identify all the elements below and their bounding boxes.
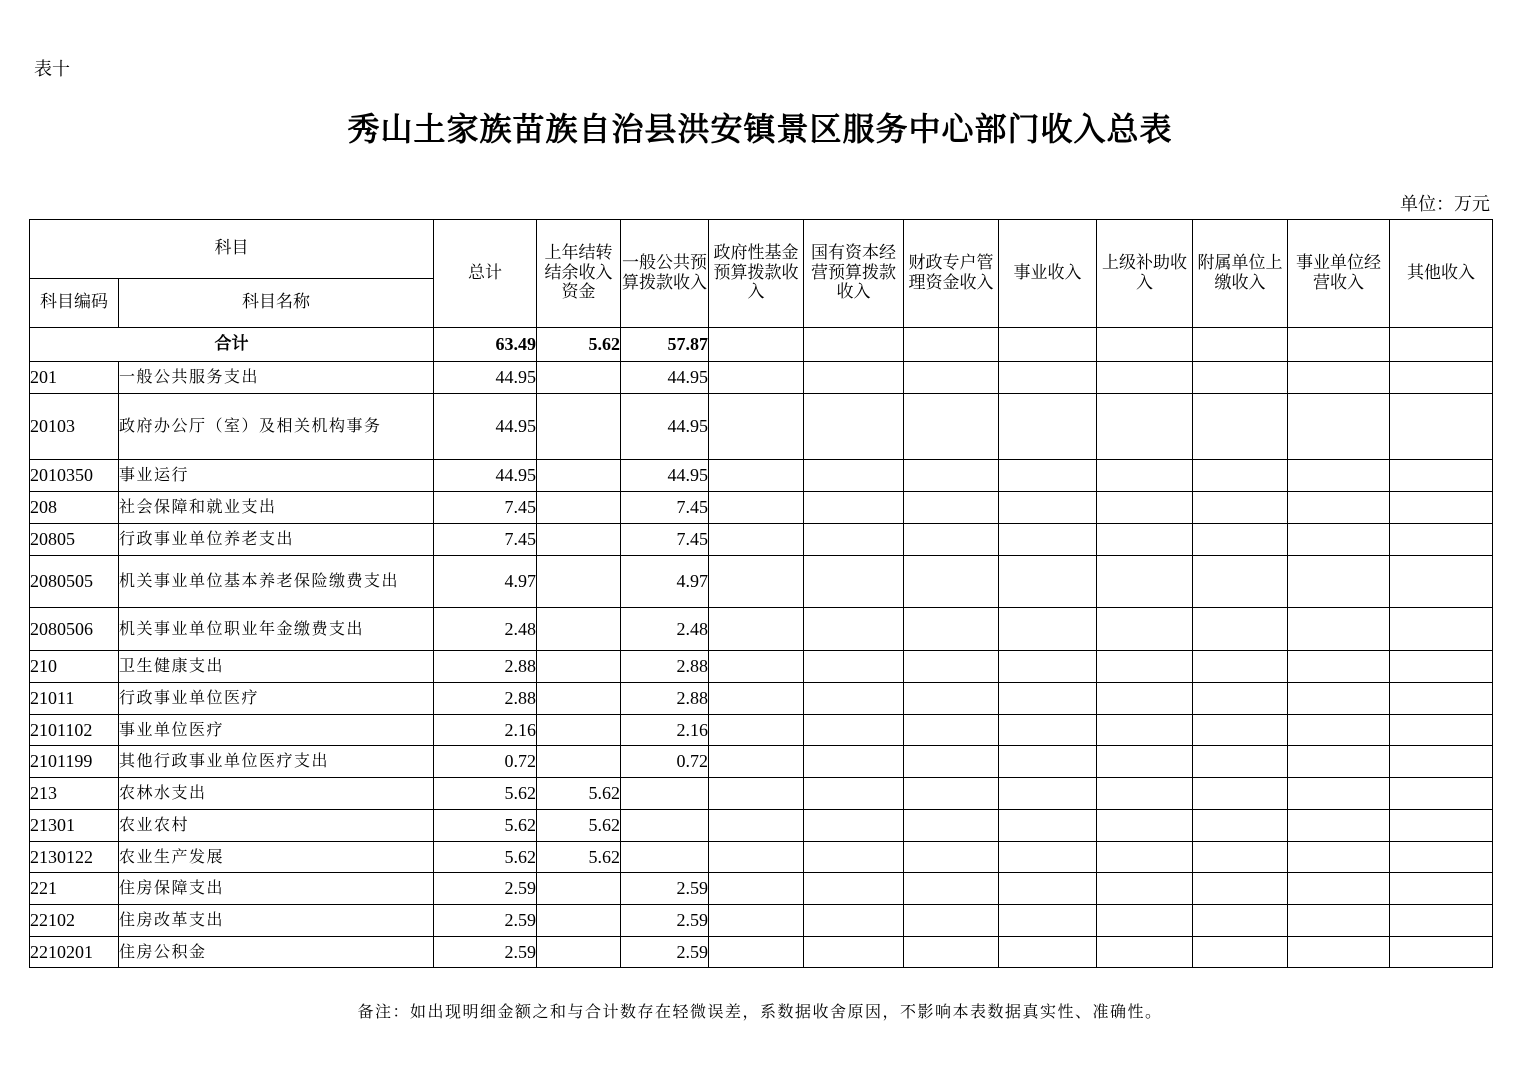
empty-cell <box>709 842 804 873</box>
empty-cell <box>1390 937 1493 968</box>
row-code: 20103 <box>30 394 119 460</box>
empty-cell <box>804 362 904 394</box>
table-row <box>30 651 1493 683</box>
empty-cell <box>1193 492 1288 524</box>
header-name: 科目名称 <box>119 279 434 328</box>
row-total: 2.16 <box>434 715 537 746</box>
empty-cell <box>1390 492 1493 524</box>
row-carry-over: 5.62 <box>537 778 621 810</box>
empty-cell <box>709 524 804 556</box>
empty-cell <box>1288 873 1390 905</box>
row-carry-over <box>537 524 621 556</box>
empty-cell <box>709 608 804 651</box>
row-general-budget: 2.16 <box>621 715 709 746</box>
row-carry-over <box>537 556 621 608</box>
table-row <box>30 608 1493 651</box>
row-total: 5.62 <box>434 842 537 873</box>
table-row <box>30 524 1493 556</box>
empty-cell <box>1097 362 1193 394</box>
empty-cell <box>1097 524 1193 556</box>
total-sum: 63.49 <box>434 328 537 362</box>
empty-cell <box>1288 524 1390 556</box>
empty-cell <box>1288 651 1390 683</box>
empty-cell <box>1193 524 1288 556</box>
row-general-budget: 2.59 <box>621 937 709 968</box>
row-code: 210 <box>30 651 119 683</box>
row-name: 政府办公厅（室）及相关机构事务 <box>119 394 434 460</box>
empty-cell <box>1097 810 1193 842</box>
empty-cell <box>1097 778 1193 810</box>
row-total: 44.95 <box>434 362 537 394</box>
row-name: 社会保障和就业支出 <box>119 492 434 524</box>
empty-cell <box>804 683 904 715</box>
empty-cell <box>1097 683 1193 715</box>
empty-cell <box>709 683 804 715</box>
row-carry-over <box>537 683 621 715</box>
empty-cell <box>904 715 999 746</box>
empty-cell <box>999 556 1097 608</box>
row-code: 2080506 <box>30 608 119 651</box>
empty-cell <box>999 362 1097 394</box>
row-total: 44.95 <box>434 460 537 492</box>
header-carry-over: 上年结转结余收入资金 <box>537 220 621 328</box>
row-total: 2.59 <box>434 873 537 905</box>
row-code: 2130122 <box>30 842 119 873</box>
table-row <box>30 746 1493 778</box>
empty-cell <box>804 778 904 810</box>
empty-cell <box>804 492 904 524</box>
table-row <box>30 460 1493 492</box>
empty-cell <box>1390 556 1493 608</box>
empty-cell <box>709 810 804 842</box>
empty-cell <box>1288 810 1390 842</box>
row-general-budget: 44.95 <box>621 362 709 394</box>
empty-cell <box>1288 905 1390 937</box>
empty-cell <box>1390 810 1493 842</box>
row-general-budget: 2.48 <box>621 608 709 651</box>
empty-cell <box>1288 842 1390 873</box>
empty-cell <box>1288 394 1390 460</box>
row-name: 机关事业单位基本养老保险缴费支出 <box>119 556 434 608</box>
header-state-capital: 国有资本经营预算拨款收入 <box>804 220 904 328</box>
empty-cell <box>904 556 999 608</box>
empty-cell <box>1390 842 1493 873</box>
empty-cell <box>1390 524 1493 556</box>
empty-cell <box>1390 394 1493 460</box>
empty-cell <box>709 746 804 778</box>
table-row <box>30 905 1493 937</box>
table-row <box>30 556 1493 608</box>
row-total: 2.59 <box>434 905 537 937</box>
empty-cell <box>1193 683 1288 715</box>
empty-cell <box>1288 746 1390 778</box>
empty-cell <box>999 937 1097 968</box>
empty-cell <box>1390 362 1493 394</box>
empty-cell <box>1193 778 1288 810</box>
unit-label: 单位：万元 <box>1400 194 1490 215</box>
empty-cell <box>1097 715 1193 746</box>
empty-cell <box>1193 715 1288 746</box>
row-code: 221 <box>30 873 119 905</box>
row-carry-over <box>537 460 621 492</box>
row-name: 农业农村 <box>119 810 434 842</box>
empty-cell <box>904 608 999 651</box>
row-general-budget: 2.59 <box>621 905 709 937</box>
table-row <box>30 715 1493 746</box>
row-total: 5.62 <box>434 778 537 810</box>
row-name: 机关事业单位职业年金缴费支出 <box>119 608 434 651</box>
empty-cell <box>999 746 1097 778</box>
empty-cell <box>1097 873 1193 905</box>
empty-cell <box>1390 905 1493 937</box>
empty-cell <box>904 460 999 492</box>
row-name: 住房改革支出 <box>119 905 434 937</box>
row-carry-over <box>537 715 621 746</box>
empty-cell <box>999 651 1097 683</box>
empty-cell <box>1193 905 1288 937</box>
empty-cell <box>1390 873 1493 905</box>
header-code: 科目编码 <box>30 279 119 328</box>
row-code: 201 <box>30 362 119 394</box>
row-carry-over <box>537 905 621 937</box>
row-name: 卫生健康支出 <box>119 651 434 683</box>
header-other-income: 其他收入 <box>1390 220 1493 328</box>
row-general-budget: 2.88 <box>621 651 709 683</box>
row-total: 5.62 <box>434 810 537 842</box>
empty-cell <box>999 873 1097 905</box>
empty-cell <box>999 608 1097 651</box>
total-general: 57.87 <box>621 328 709 362</box>
header-subject: 科目 <box>30 220 434 279</box>
empty-cell <box>999 492 1097 524</box>
empty-cell <box>999 810 1097 842</box>
empty-cell <box>804 810 904 842</box>
empty-cell <box>709 394 804 460</box>
empty-cell <box>1288 937 1390 968</box>
empty-cell <box>804 394 904 460</box>
empty-cell <box>904 651 999 683</box>
empty-cell <box>1097 746 1193 778</box>
empty-cell <box>999 524 1097 556</box>
total-carry: 5.62 <box>537 328 621 362</box>
empty-cell <box>1288 683 1390 715</box>
row-carry-over <box>537 651 621 683</box>
row-code: 213 <box>30 778 119 810</box>
empty-cell <box>1193 937 1288 968</box>
empty-cell <box>999 715 1097 746</box>
header-total: 总计 <box>434 220 537 328</box>
empty-cell <box>804 715 904 746</box>
row-code: 2210201 <box>30 937 119 968</box>
empty-cell <box>1193 362 1288 394</box>
header-operating-income: 事业单位经营收入 <box>1288 220 1390 328</box>
empty-cell <box>804 842 904 873</box>
empty-cell <box>904 937 999 968</box>
empty-cell <box>709 937 804 968</box>
empty-cell <box>804 460 904 492</box>
empty-cell <box>1288 715 1390 746</box>
total-label: 合计 <box>30 328 434 362</box>
empty-cell <box>804 937 904 968</box>
empty-cell <box>904 492 999 524</box>
row-carry-over: 5.62 <box>537 810 621 842</box>
row-total: 7.45 <box>434 492 537 524</box>
row-general-budget <box>621 778 709 810</box>
empty-cell <box>1390 746 1493 778</box>
row-general-budget: 44.95 <box>621 394 709 460</box>
row-code: 21301 <box>30 810 119 842</box>
table-row <box>30 683 1493 715</box>
row-total: 4.97 <box>434 556 537 608</box>
empty-cell <box>904 746 999 778</box>
empty-cell <box>1193 608 1288 651</box>
page-title: 秀山土家族苗族自治县洪安镇景区服务中心部门收入总表 <box>347 110 1173 148</box>
empty-cell <box>1193 810 1288 842</box>
empty-cell <box>904 683 999 715</box>
row-general-budget: 2.59 <box>621 873 709 905</box>
row-name: 其他行政事业单位医疗支出 <box>119 746 434 778</box>
row-code: 20805 <box>30 524 119 556</box>
row-code: 2101199 <box>30 746 119 778</box>
empty-cell <box>1097 651 1193 683</box>
empty-cell <box>804 608 904 651</box>
empty-cell <box>709 715 804 746</box>
row-carry-over <box>537 394 621 460</box>
empty-cell <box>709 460 804 492</box>
header-affiliate-remit: 附属单位上缴收入 <box>1193 220 1288 328</box>
row-total: 2.88 <box>434 683 537 715</box>
empty-cell <box>1288 556 1390 608</box>
row-code: 22102 <box>30 905 119 937</box>
row-general-budget <box>621 842 709 873</box>
row-name: 农业生产发展 <box>119 842 434 873</box>
row-general-budget: 7.45 <box>621 492 709 524</box>
empty-cell <box>904 778 999 810</box>
row-code: 2010350 <box>30 460 119 492</box>
table-row <box>30 873 1493 905</box>
table-row <box>30 842 1493 873</box>
empty-cell <box>1390 608 1493 651</box>
income-summary-table <box>29 219 1493 968</box>
empty-cell <box>1390 715 1493 746</box>
empty-cell <box>999 394 1097 460</box>
empty-cell <box>709 556 804 608</box>
empty-cell <box>904 394 999 460</box>
empty-cell <box>1193 746 1288 778</box>
empty-cell <box>904 905 999 937</box>
empty-cell <box>1288 778 1390 810</box>
table-row <box>30 937 1493 968</box>
empty-cell <box>1097 608 1193 651</box>
empty-cell <box>1097 492 1193 524</box>
empty-cell <box>1097 394 1193 460</box>
row-general-budget: 0.72 <box>621 746 709 778</box>
row-general-budget <box>621 810 709 842</box>
row-code: 2080505 <box>30 556 119 608</box>
row-name: 行政事业单位养老支出 <box>119 524 434 556</box>
row-name: 事业单位医疗 <box>119 715 434 746</box>
empty-cell <box>904 810 999 842</box>
row-total: 7.45 <box>434 524 537 556</box>
empty-cell <box>804 524 904 556</box>
table-row <box>30 778 1493 810</box>
empty-cell <box>804 873 904 905</box>
row-code: 2101102 <box>30 715 119 746</box>
empty-cell <box>1193 651 1288 683</box>
row-general-budget: 44.95 <box>621 460 709 492</box>
empty-cell <box>804 556 904 608</box>
table-row <box>30 394 1493 460</box>
empty-cell <box>709 362 804 394</box>
row-carry-over <box>537 362 621 394</box>
row-total: 2.59 <box>434 937 537 968</box>
empty-cell <box>804 651 904 683</box>
header-superior-subsidy: 上级补助收入 <box>1097 220 1193 328</box>
empty-cell <box>1193 556 1288 608</box>
row-general-budget: 7.45 <box>621 524 709 556</box>
empty-cell <box>709 905 804 937</box>
row-general-budget: 4.97 <box>621 556 709 608</box>
empty-cell <box>804 905 904 937</box>
row-general-budget: 2.88 <box>621 683 709 715</box>
row-carry-over <box>537 937 621 968</box>
table-number: 表十 <box>34 59 70 80</box>
empty-cell <box>999 460 1097 492</box>
empty-cell <box>999 778 1097 810</box>
row-code: 21011 <box>30 683 119 715</box>
header-gov-fund: 政府性基金预算拨款收入 <box>709 220 804 328</box>
empty-cell <box>709 492 804 524</box>
empty-cell <box>1193 460 1288 492</box>
total-row <box>30 328 1493 362</box>
row-carry-over <box>537 608 621 651</box>
footnote: 备注：如出现明细金额之和与合计数存在轻微误差，系数据收舍原因，不影响本表数据真实性、准确性。 <box>357 1002 1163 1021</box>
empty-cell <box>709 651 804 683</box>
empty-cell <box>1288 492 1390 524</box>
empty-cell <box>1193 873 1288 905</box>
empty-cell <box>1097 460 1193 492</box>
empty-cell <box>1390 683 1493 715</box>
table-row <box>30 362 1493 394</box>
row-name: 行政事业单位医疗 <box>119 683 434 715</box>
empty-cell <box>904 873 999 905</box>
row-total: 2.88 <box>434 651 537 683</box>
row-name: 农林水支出 <box>119 778 434 810</box>
empty-cell <box>1288 460 1390 492</box>
empty-cell <box>904 362 999 394</box>
table-row <box>30 492 1493 524</box>
empty-cell <box>1097 937 1193 968</box>
empty-cell <box>999 842 1097 873</box>
empty-cell <box>904 842 999 873</box>
row-name: 住房保障支出 <box>119 873 434 905</box>
row-total: 0.72 <box>434 746 537 778</box>
empty-cell <box>1193 842 1288 873</box>
empty-cell <box>709 873 804 905</box>
header-special-account: 财政专户管理资金收入 <box>904 220 999 328</box>
empty-cell <box>904 524 999 556</box>
row-carry-over <box>537 746 621 778</box>
empty-cell <box>1390 651 1493 683</box>
row-total: 44.95 <box>434 394 537 460</box>
header-general-budget: 一般公共预算拨款收入 <box>621 220 709 328</box>
empty-cell <box>1097 905 1193 937</box>
empty-cell <box>1390 460 1493 492</box>
empty-cell <box>1288 608 1390 651</box>
empty-cell <box>999 683 1097 715</box>
empty-cell <box>1097 842 1193 873</box>
table-row <box>30 810 1493 842</box>
empty-cell <box>1193 394 1288 460</box>
row-carry-over: 5.62 <box>537 842 621 873</box>
header-business-income: 事业收入 <box>999 220 1097 328</box>
row-code: 208 <box>30 492 119 524</box>
empty-cell <box>804 746 904 778</box>
row-carry-over <box>537 492 621 524</box>
empty-cell <box>709 778 804 810</box>
empty-cell <box>1097 556 1193 608</box>
empty-cell <box>1390 778 1493 810</box>
row-name: 事业运行 <box>119 460 434 492</box>
row-carry-over <box>537 873 621 905</box>
empty-cell <box>999 905 1097 937</box>
row-name: 住房公积金 <box>119 937 434 968</box>
empty-cell <box>1288 362 1390 394</box>
row-total: 2.48 <box>434 608 537 651</box>
row-name: 一般公共服务支出 <box>119 362 434 394</box>
